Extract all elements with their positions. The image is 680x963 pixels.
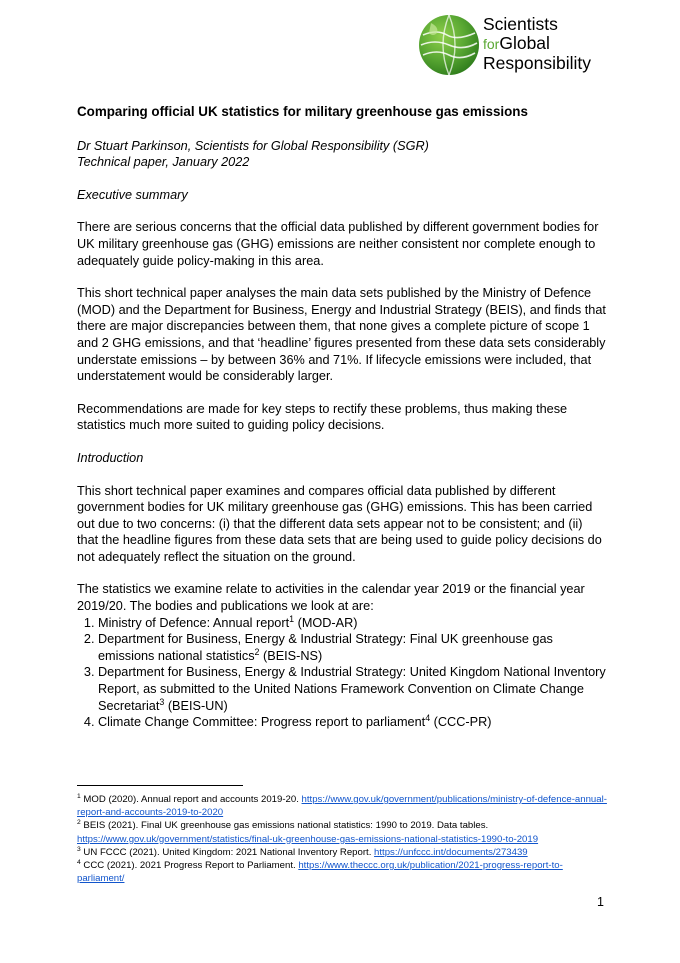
page-number: 1 [597,895,604,909]
author-line: Dr Stuart Parkinson, Scientists for Global Responsibility (SGR) [77,138,429,153]
logo-line-3: Responsibility [483,53,591,73]
introduction-paragraph-1: This short technical paper examines and compares official data published by different government bodies for UK military greenhouse gas (GHG) emissions. This has been carried out due to two concerns: (i) that the different data sets appear not to be consistent; and (ii) that the headline figures from these data sets that are being used to guide policy decisions do not adequately reflect the situation on the ground. [77,483,602,564]
list-item: 4. Climate Change Committee: Progress report to parliament$^4$ (CCC-PR) [98,714,607,731]
footnote-ref[interactable]: 3 [159,696,165,707]
executive-summary-paragraph-2: This short technical paper analyses the main data sets published by the Ministry of Defence (MOD) and the Department for Business, Energy and Industrial Strategy (BEIS), and finds that there are major discrepancies between them, that none gives a complete picture of scope 1 and 2 GHG emissions, and that ‘headline’ figures presented from these data sets considerably understate emissions – by between 36% and 71%. If lifecycle emissions were included, that understatement would be considerably larger. [77,286,606,384]
footnote-link[interactable]: https://www.gov.uk/government/publications/ministry-of-defence-annual-report-and-accounts-2019-to-2020 [77,794,607,819]
footnote-ref[interactable]: 2 [254,646,260,657]
footnote-link[interactable]: https://unfccc.int/documents/273439 [374,846,528,858]
logo-line-1: Scientists [483,14,558,34]
introduction-heading: Introduction [77,450,144,465]
footnote: $^4$ CCC (2021). 2021 Progress Report to Parliament. https://www.theccc.org.uk/publication/2021-progress-report-to-parliament/ [77,858,563,885]
logo-for: for [483,36,500,52]
footnote: $^1$ MOD (2020). Annual report and accounts 2019-20. https://www.gov.uk/government/publications/ministry-of-defence-annual-report-and-accounts-2019-to-2020 [77,792,607,819]
globe-icon [417,13,481,77]
publications-list [77,615,607,731]
footnote-ref[interactable]: 1 [289,613,295,624]
sgr-logo [417,13,617,77]
footnote-divider [77,785,243,786]
logo-wordmark [483,15,591,73]
document-body [77,104,607,731]
executive-summary-heading: Executive summary [77,187,188,202]
footnote-link[interactable]: https://www.theccc.org.uk/publication/2021-progress-report-to-parliament/ [77,860,563,885]
paper-type-line: Technical paper, January 2022 [77,155,250,170]
logo-global: Global [499,33,550,53]
footnote: $^2$ BEIS (2021). Final UK greenhouse gas emissions national statistics: 1990 to 2019. Data tables. https://www.gov.uk/government/statistics/final-uk-greenhouse-gas-emissions-national-statistics-1990-to-2019 [77,819,539,845]
footnote: $^3$ UN FCCC (2021). United Kingdom: 2021 National Inventory Report. https://unfccc.int/documents/273439 [77,845,528,858]
document-title: Comparing official UK statistics for military greenhouse gas emissions [77,104,528,119]
executive-summary-paragraph-1: There are serious concerns that the official data published by different government bodies for UK military greenhouse gas (GHG) emissions are neither consistent nor complete enough to adequately guide policy-making in this area. [77,220,599,268]
executive-summary-paragraph-3: Recommendations are made for key steps to rectify these problems, thus making these statistics much more suited to guiding policy decisions. [77,401,568,433]
footnotes [77,793,609,885]
footnote-ref[interactable]: 4 [425,712,431,723]
list-item: 1. Ministry of Defence: Annual report$^1$ (MOD-AR) [98,615,607,632]
list-item: 3. Department for Business, Energy & Industrial Strategy: United Kingdom National Inventory Report, as submitted to the United Nations Framework Convention on Climate Change Secretariat$^3$ (BEIS-UN) [98,664,607,714]
list-item: 2. Department for Business, Energy & Industrial Strategy: Final UK greenhouse gas emissions national statistics$^2$ (BEIS-NS) [98,631,607,664]
footnote-link[interactable]: https://www.gov.uk/government/statistics/final-uk-greenhouse-gas-emissions-national-statistics-1990-to-2019 [77,833,539,845]
introduction-paragraph-2: The statistics we examine relate to activities in the calendar year 2019 or the financial year 2019/20. The bodies and publications we look at are: [77,582,585,614]
logo-line-2 [483,34,591,54]
